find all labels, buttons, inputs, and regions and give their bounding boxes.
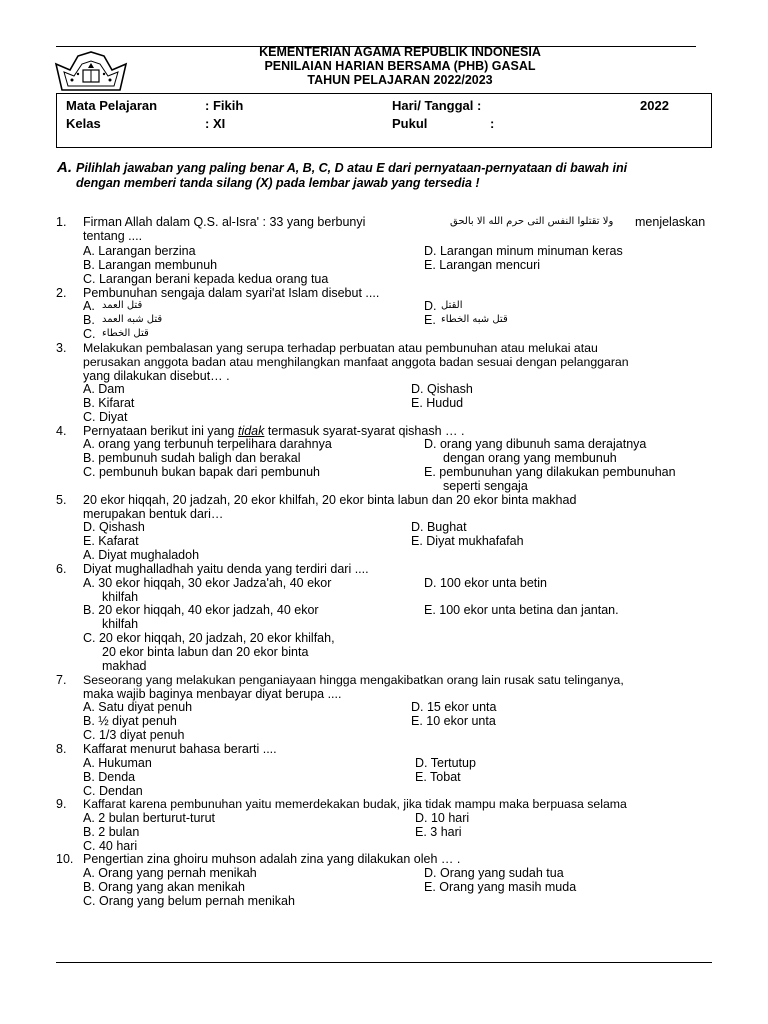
q4-option-b[interactable]: B. pembunuh sudah baligh dan berakal xyxy=(83,451,301,465)
q10-option-b[interactable]: B. Orang yang akan menikah xyxy=(83,880,245,894)
q10-number: 10. xyxy=(56,852,74,866)
q1-option-a[interactable]: A. Larangan berzina xyxy=(83,244,196,258)
q4-option-e-line-2[interactable]: seperti sengaja xyxy=(443,479,528,493)
q7-option-a[interactable]: A. Satu diyat penuh xyxy=(83,700,193,714)
q6-option-b-line-2[interactable]: khilfah xyxy=(102,617,139,631)
q2-option-d-label[interactable]: D. xyxy=(424,299,437,313)
q6-option-a-line-2[interactable]: khilfah xyxy=(102,590,139,604)
q3-option-a[interactable]: A. Dam xyxy=(83,382,125,396)
q4-text-1-underlined: tidak xyxy=(237,424,265,438)
class-label: Kelas xyxy=(66,116,101,131)
q10-option-a[interactable]: A. Orang yang pernah menikah xyxy=(83,866,257,880)
q2-option-a-label[interactable]: A. xyxy=(83,299,95,313)
q4-text-1a: Pernyataan berikut ini yang xyxy=(83,424,235,438)
year-value: 2022 xyxy=(640,98,669,113)
subject-value: : Fikih xyxy=(205,98,244,113)
academic-year: TAHUN PELAJARAN 2022/2023 xyxy=(307,73,493,87)
q6-text-1: Diyat mughalladhah yaitu denda yang terdiri dari .... xyxy=(83,562,369,576)
q2-option-c[interactable]: قتل الخطاء xyxy=(102,328,149,339)
q7-option-c[interactable]: C. 1/3 diyat penuh xyxy=(83,728,185,742)
q3-option-c[interactable]: C. Diyat xyxy=(83,410,128,424)
instruction-line-1: Pilihlah jawaban yang paling benar A, B, C, D atau E dari pernyataan-pernyataan di bawah ini xyxy=(76,161,628,175)
q9-option-c[interactable]: C. 40 hari xyxy=(83,839,138,853)
q6-option-a-line-1[interactable]: A. 30 ekor hiqqah, 30 ekor Jadza'ah, 40 ekor xyxy=(83,576,332,590)
q9-number: 9. xyxy=(56,797,67,811)
q4-text-1 xyxy=(83,424,464,438)
q4-option-d-line-2[interactable]: dengan orang yang membunuh xyxy=(443,451,617,465)
instruction-line-2: dengan memberi tanda silang (X) pada lembar jawab yang tersedia ! xyxy=(76,176,480,190)
q5-option-5[interactable]: E. Diyat mukhafafah xyxy=(411,534,524,548)
exam-title: PENILAIAN HARIAN BERSAMA (PHB) GASAL xyxy=(264,59,536,73)
q2-option-b[interactable]: قتل شبه العمد xyxy=(102,314,163,325)
q4-number: 4. xyxy=(56,424,67,438)
q1-option-d[interactable]: D. Larangan minum minuman keras xyxy=(424,244,623,258)
q5-text-1: 20 ekor hiqqah, 20 jadzah, 20 ekor khilfah, 20 ekor binta labun dan 20 ekor binta makhad xyxy=(83,493,577,507)
q6-option-c-line-3[interactable]: makhad xyxy=(102,659,147,673)
q2-number: 2. xyxy=(56,286,67,300)
q5-number: 5. xyxy=(56,493,67,507)
q1-option-b[interactable]: B. Larangan membunuh xyxy=(83,258,218,272)
subject-label: Mata Pelajaran xyxy=(66,98,158,113)
time-colon: : xyxy=(490,116,495,131)
q5-option-1[interactable]: D. Qishash xyxy=(83,520,145,534)
day-label: Hari/ Tanggal : xyxy=(392,98,482,113)
q2-option-e-label[interactable]: E. xyxy=(424,313,436,327)
q8-option-c[interactable]: C. Dendan xyxy=(83,784,143,798)
q7-option-d[interactable]: D. 15 ekor unta xyxy=(411,700,497,714)
q9-text-1: Kaffarat karena pembunuhan yaitu memerdekakan budak, jika tidak mampu maka berpuasa selama xyxy=(83,797,627,811)
q8-option-b[interactable]: B. Denda xyxy=(83,770,136,784)
q5-text-2: merupakan bentuk dari… xyxy=(83,507,224,521)
q7-text-2: maka wajib baginya menbayar diyat berupa .... xyxy=(83,687,342,701)
q2-option-b-label[interactable]: B. xyxy=(83,313,95,327)
q1-option-e[interactable]: E. Larangan mencuri xyxy=(424,258,541,272)
bottom-rule xyxy=(56,962,712,963)
q3-number: 3. xyxy=(56,341,67,355)
q2-option-c-label[interactable]: C. xyxy=(83,327,96,341)
q7-number: 7. xyxy=(56,673,67,687)
q8-option-e[interactable]: E. Tobat xyxy=(415,770,461,784)
q2-option-d[interactable]: القتل xyxy=(441,300,463,311)
q7-text-1: Seseorang yang melakukan penganiayaan hingga mengakibatkan orang lain rusak satu telinganya, xyxy=(83,673,624,687)
q10-option-d[interactable]: D. Orang yang sudah tua xyxy=(424,866,564,880)
q8-number: 8. xyxy=(56,742,67,756)
q9-option-d[interactable]: D. 10 hari xyxy=(415,811,470,825)
q1-text-2: tentang .... xyxy=(83,229,143,243)
q4-option-a[interactable]: A. orang yang terbunuh terpelihara darahnya xyxy=(83,437,332,451)
q10-option-c[interactable]: C. Orang yang belum pernah menikah xyxy=(83,894,295,908)
time-label: Pukul xyxy=(392,116,428,131)
q3-text-3: yang dilakukan disebut… . xyxy=(83,369,230,383)
q3-text-1: Melakukan pembalasan yang serupa terhadap perbuatan atau pembunuhan atau melukai atau xyxy=(83,341,598,355)
q4-option-e-line-1[interactable]: E. pembunuhan yang dilakukan pembunuhan xyxy=(424,465,676,479)
q3-option-b[interactable]: B. Kifarat xyxy=(83,396,135,410)
q7-option-b[interactable]: B. ½ diyat penuh xyxy=(83,714,177,728)
q9-option-e[interactable]: E. 3 hari xyxy=(415,825,462,839)
q5-option-4[interactable]: D. Bughat xyxy=(411,520,467,534)
q6-option-c-line-2[interactable]: 20 ekor binta labun dan 20 ekor binta xyxy=(102,645,309,659)
q5-option-3[interactable]: A. Diyat mughaladoh xyxy=(83,548,200,562)
q3-option-e[interactable]: E. Hudud xyxy=(411,396,464,410)
q8-text-1: Kaffarat menurut bahasa berarti .... xyxy=(83,742,277,756)
q8-option-a[interactable]: A. Hukuman xyxy=(83,756,152,770)
ministry-title: KEMENTERIAN AGAMA REPUBLIK INDONESIA xyxy=(259,45,541,59)
q7-option-e[interactable]: E. 10 ekor unta xyxy=(411,714,496,728)
kemenag-logo xyxy=(52,50,130,96)
q3-text-2: perusakan anggota badan atau menghilangkan manfaat anggota badan sesuai dengan pelanggaran xyxy=(83,355,629,369)
q1-option-c[interactable]: C. Larangan berani kepada kedua orang tua xyxy=(83,272,329,286)
q2-option-a[interactable]: قتل العمد xyxy=(102,300,143,311)
q10-option-e[interactable]: E. Orang yang masih muda xyxy=(424,880,577,894)
q6-option-b-line-1[interactable]: B. 20 ekor hiqqah, 40 ekor jadzah, 40 ekor xyxy=(83,603,319,617)
q4-text-1b: termasuk syarat-syarat qishash … . xyxy=(267,424,465,438)
q6-option-e[interactable]: E. 100 ekor unta betina dan jantan. xyxy=(424,603,619,617)
q1-text-1b: menjelaskan xyxy=(635,215,706,229)
q9-option-a[interactable]: A. 2 bulan berturut-turut xyxy=(83,811,216,825)
q8-option-d[interactable]: D. Tertutup xyxy=(415,756,476,770)
class-value: : XI xyxy=(205,116,226,131)
q6-option-c-line-1[interactable]: C. 20 ekor hiqqah, 20 jadzah, 20 ekor khilfah, xyxy=(83,631,335,645)
q4-option-c[interactable]: C. pembunuh bukan bapak dari pembunuh xyxy=(83,465,320,479)
q3-option-d[interactable]: D. Qishash xyxy=(411,382,473,396)
q6-number: 6. xyxy=(56,562,67,576)
q2-text-1: Pembunuhan sengaja dalam syari'at Islam disebut .... xyxy=(83,286,380,300)
q4-option-d-line-1[interactable]: D. orang yang dibunuh sama derajatnya xyxy=(424,437,647,451)
q10-text-1: Pengertian zina ghoiru muhson adalah zina yang dilakukan oleh … . xyxy=(83,852,461,866)
q6-option-d[interactable]: D. 100 ekor unta betin xyxy=(424,576,547,590)
instruction-letter: A. xyxy=(57,159,72,176)
q2-option-e[interactable]: قتل شبه الخطاء xyxy=(441,314,508,325)
q5-option-2[interactable]: E. Kafarat xyxy=(83,534,139,548)
q1-number: 1. xyxy=(56,215,67,229)
q9-option-b[interactable]: B. 2 bulan xyxy=(83,825,140,839)
q1-text-1: Firman Allah dalam Q.S. al-Isra' : 33 yang berbunyi xyxy=(83,215,366,229)
q1-arabic-verse: ولا تقتلوا النفس التى حرم الله الا بالحق xyxy=(450,216,614,227)
